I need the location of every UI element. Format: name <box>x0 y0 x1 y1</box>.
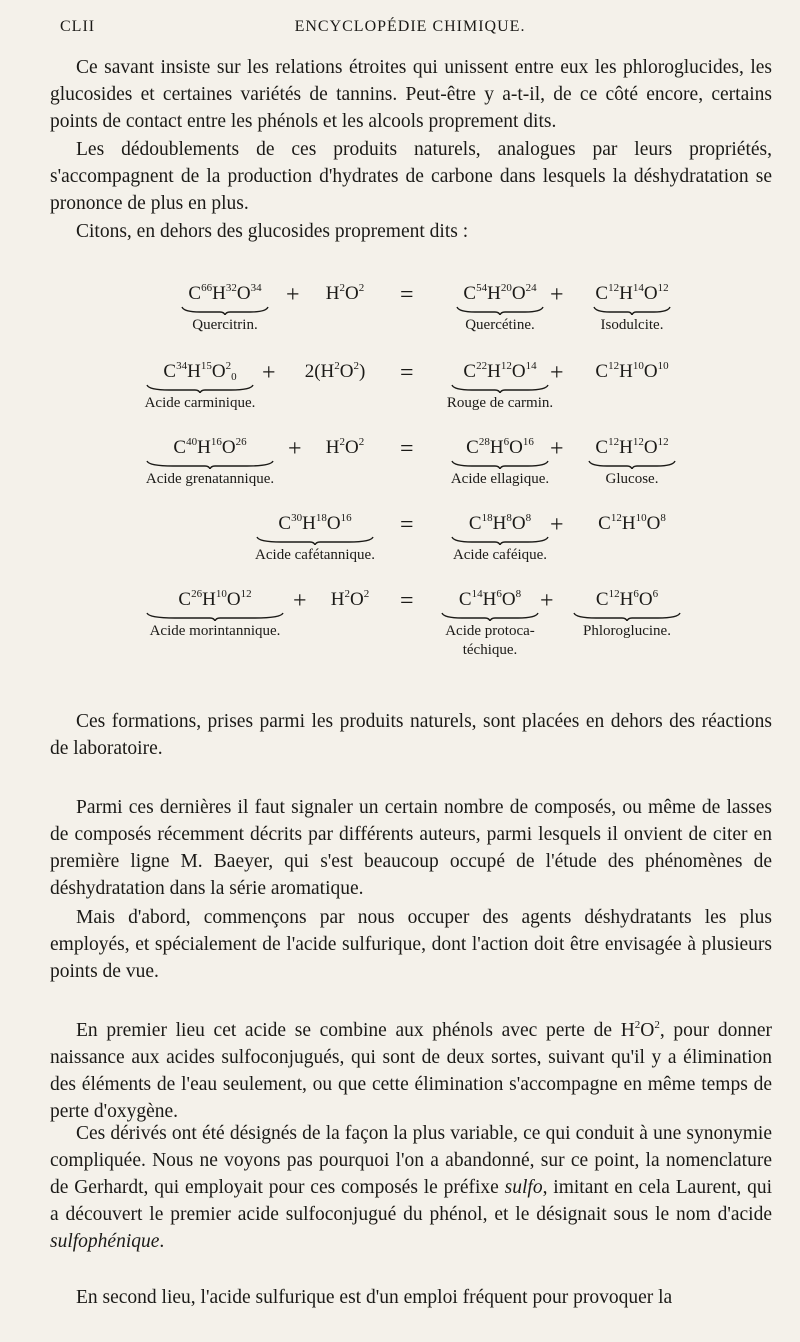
paragraph-6: Mais d'abord, commençons par nous occuper des agents déshydratants les plus employés, et spécialement de l'acide sulfurique, dont l'action doit être envisagée à plusieurs points de vue. <box>50 907 772 982</box>
equals-sign: = <box>400 436 414 462</box>
formula-term: $H^2O^2$ <box>325 282 365 304</box>
formula-term: $C^{12}H^6O^6$ Phloroglucine. <box>562 588 692 640</box>
brace <box>587 459 677 469</box>
equals-sign: = <box>400 282 414 308</box>
formula-term: $C^{54}H^{20}O^{24}$ Quercétine. <box>440 282 560 334</box>
paragraph-1: Ce savant insiste sur les relations étroites qui unissent entre eux les phloroglucides, les glucosides et certaines variétés de tannins. Peut-être y a-t-il, de ce côté encore, certains points de contact entre les phénols et les alcools proprement dits. <box>50 57 772 132</box>
brace <box>572 611 682 621</box>
brace <box>450 535 550 545</box>
paragraph-9: En second lieu, l'acide sulfurique est d'un emploi fréquent pour provoquer la <box>76 1287 673 1308</box>
formula-term: $C^{22}H^{12}O^{14}$ Rouge de carmin. <box>435 360 565 412</box>
page-header <box>60 18 760 46</box>
plus-sign: + <box>286 282 300 308</box>
equals-sign: = <box>400 588 414 614</box>
formula-term: $H^2O^2$ <box>325 436 365 458</box>
equation-grenatannique <box>0 436 800 506</box>
paragraph-8-text-continued: , imitant en cela Laurent, qui a découvert le premier acide sulfoconjugué du phénol, et le désignait sous le nom d'acide <box>50 1177 772 1225</box>
formula-term: $C^{12}H^{10}O^{10}$ <box>595 360 669 382</box>
formula-term: $C^{14}H^6O^8$ Acide protoca- téchique. <box>430 588 550 659</box>
paragraph-3: Citons, en dehors des glucosides proprement dits : <box>76 221 469 242</box>
compound-name: Acide morintannique. <box>149 623 281 639</box>
equals-sign: = <box>400 360 414 386</box>
brace <box>145 383 255 393</box>
paragraph-4: Ces formations, prises parmi les produits naturels, sont placées en dehors des réactions de laboratoire. <box>50 711 772 759</box>
brace <box>180 305 270 315</box>
compound-name: Quercitrin. <box>192 317 258 333</box>
brace <box>440 611 540 621</box>
paragraph-7: En premier lieu cet acide se combine aux phénols avec perte de $H^2O^2$, pour donner naissance aux acides sulfoconjugués, qui sont de deux sortes, suivant qu'il y a élimination des éléments de l'eau seulement, ou que cette élimination s'accompagne en même temps de perte d'oxygène. <box>50 1019 772 1122</box>
paragraph-7-text: En premier lieu cet acide se combine aux phénols avec perte de <box>76 1020 621 1041</box>
compound-name: Acide carminique. <box>144 395 256 411</box>
brace <box>450 383 550 393</box>
paragraph-7-text-continued: , pour donner naissance aux acides sulfoconjugués, qui sont de deux sortes, suivant qu'il y a élimination des éléments de l'eau seulement, ou que cette élimination s'accompagne en même temps de perte d'oxygène. <box>50 1020 772 1122</box>
paragraph-8-end: . <box>159 1231 165 1252</box>
italic-term-sulfophenique: sulfophénique <box>50 1231 160 1252</box>
brace <box>450 459 550 469</box>
formula-term: $C^{30}H^{18}O^{16}$ Acide cafétannique. <box>250 512 380 564</box>
plus-sign: + <box>288 436 302 462</box>
plus-sign: + <box>550 436 564 462</box>
plus-sign: + <box>262 360 276 386</box>
paragraph-5: Parmi ces dernières il faut signaler un certain nombre de composés, ou même de lasses de composés récemment décrits par différents auteurs, parmi lesquels il onvient de citer en première ligne M. Baeyer, qui s'est beaucoup occupé de l'étude des phénomènes de déshydratation dans la série aromatique. <box>50 797 772 899</box>
formula-term: $C^{12}H^{12}O^{12}$ Glucose. <box>572 436 692 488</box>
plus-sign: + <box>540 588 554 614</box>
compound-name: Quercétine. <box>465 317 535 333</box>
compound-name-continued: téchique. <box>462 642 518 658</box>
equation-quercitrin <box>0 282 800 352</box>
equals-sign: = <box>400 512 414 538</box>
formula-term: $C^{40}H^{16}O^{26}$ Acide grenatannique. <box>140 436 280 488</box>
paragraph-8-text: Ces dérivés ont été désignés de la façon la plus variable, ce qui conduit à une synonymie compliquée. Nous ne voyons pas pourquoi l'on a abandonné, sur ce point, la nomenclature de Gerhardt, qui employait pour ces composés le préfixe <box>50 1123 772 1198</box>
plus-sign: + <box>550 282 564 308</box>
brace <box>145 459 275 469</box>
compound-name: Isodulcite. <box>600 317 664 333</box>
compound-name: Acide caféique. <box>452 547 548 563</box>
paragraph-8 <box>50 1120 772 1255</box>
formula-term: $2(H^2O^2)$ <box>304 360 366 382</box>
compound-name: Acide cafétannique. <box>255 547 375 563</box>
italic-term-sulfo: sulfo <box>504 1177 543 1198</box>
running-title: ENCYCLOPÉDIE CHIMIQUE. <box>294 18 526 35</box>
equation-carminique <box>0 360 800 430</box>
equation-morintannique <box>0 588 800 678</box>
paragraph-2: Les dédoublements de ces produits naturels, analogues par leurs propriétés, s'accompagnent de la production d'hydrates de carbone dans lesquels la déshydratation se prononce de plus en plus. <box>50 139 772 214</box>
formula-term: $C^{66}H^{32}O^{34}$ Quercitrin. <box>165 282 285 334</box>
brace <box>592 305 672 315</box>
formula-term: $C^{18}H^8O^8$ Acide caféique. <box>435 512 565 564</box>
formula-term: $C^{12}H^{14}O^{12}$ Isodulcite. <box>572 282 692 334</box>
formula-term: $H^2O^2$ <box>330 588 370 610</box>
brace <box>255 535 375 545</box>
compound-name: Acide grenatannique. <box>145 471 275 487</box>
plus-sign: + <box>550 512 564 538</box>
page-number: CLII <box>60 18 96 35</box>
compound-name: Acide protoca- <box>445 623 535 639</box>
equation-cafetannique <box>0 512 800 582</box>
compound-name: Rouge de carmin. <box>446 395 554 411</box>
brace <box>145 611 285 621</box>
formula-term: $C^{12}H^{10}O^8$ <box>598 512 666 534</box>
formula-term: $C^{34}H^{15}O^2_0$ Acide carminique. <box>140 360 260 412</box>
formula-term: $C^{28}H^6O^{16}$ Acide ellagique. <box>435 436 565 488</box>
compound-name: Glucose. <box>605 471 659 487</box>
formula-term: $C^{26}H^{10}O^{12}$ Acide morintannique. <box>140 588 290 640</box>
compound-name: Phloroglucine. <box>583 623 671 639</box>
compound-name: Acide ellagique. <box>450 471 550 487</box>
plus-sign: + <box>550 360 564 386</box>
plus-sign: + <box>293 588 307 614</box>
brace <box>455 305 545 315</box>
